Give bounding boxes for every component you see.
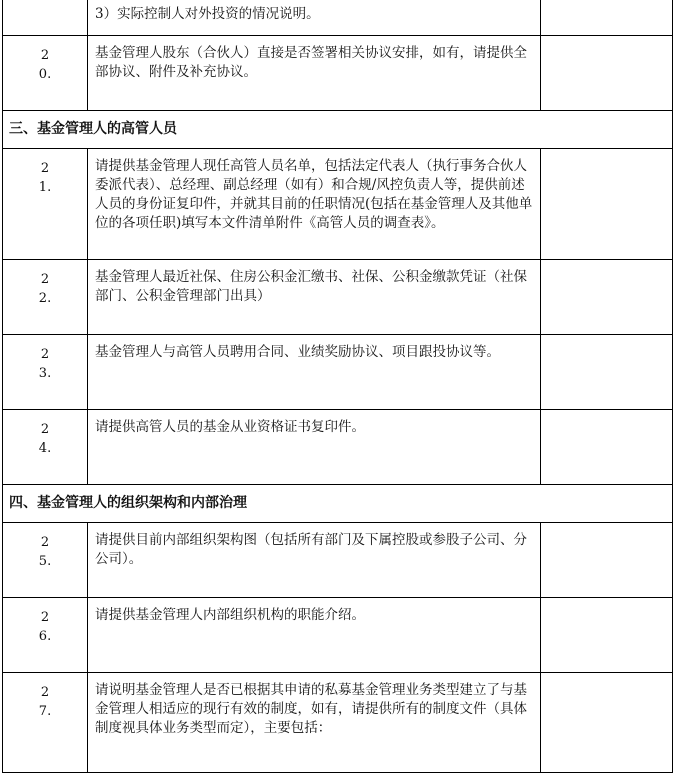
remark-cell	[541, 410, 673, 485]
item-number: 2 1.	[3, 149, 88, 260]
table-row	[3, 598, 673, 673]
item-text: 请提供高管人员的基金从业资格证书复印件。	[88, 410, 541, 485]
table-row	[3, 523, 673, 598]
section-heading-row	[3, 485, 673, 523]
remark-cell	[541, 523, 673, 598]
item-number: 2 7.	[3, 673, 88, 773]
table-row	[3, 0, 673, 36]
item-text: 基金管理人最近社保、住房公积金汇缴书、社保、公积金缴款凭证（社保部门、公积金管理部门出具）	[88, 260, 541, 335]
item-number: 2 0.	[3, 36, 88, 111]
item-text: 请说明基金管理人是否已根据其申请的私募基金管理业务类型建立了与基金管理人相适应的现行有效的制度，如有，请提供所有的制度文件（具体制度视具体业务类型而定），主要包括：	[88, 673, 541, 773]
remark-cell	[541, 0, 673, 36]
remark-cell	[541, 260, 673, 335]
remark-cell	[541, 36, 673, 111]
section-heading-row	[3, 111, 673, 149]
item-number: 2 3.	[3, 335, 88, 410]
checklist-table	[2, 0, 673, 773]
item-number: 2 2.	[3, 260, 88, 335]
remark-cell	[541, 673, 673, 773]
remark-cell	[541, 149, 673, 260]
item-text: 请提供基金管理人现任高管人员名单，包括法定代表人（执行事务合伙人委派代表）、总经理、副总经理（如有）和合规/风控负责人等，提供前述人员的身份证复印件，并就其目前的任职情况(包括在基金管理人及其他单位的各项任职)填写本文件清单附件《高管人员的调查表》。	[88, 149, 541, 260]
item-text: 基金管理人与高管人员聘用合同、业绩奖励协议、项目跟投协议等。	[88, 335, 541, 410]
item-number	[3, 0, 88, 36]
table-row	[3, 335, 673, 410]
table-row	[3, 410, 673, 485]
section-heading: 四、基金管理人的组织架构和内部治理	[3, 485, 673, 523]
section-heading: 三、基金管理人的高管人员	[3, 111, 673, 149]
table-row	[3, 149, 673, 260]
item-text: 基金管理人股东（合伙人）直接是否签署相关协议安排，如有，请提供全部协议、附件及补充协议。	[88, 36, 541, 111]
item-text: 请提供基金管理人内部组织机构的职能介绍。	[88, 598, 541, 673]
item-number: 2 6.	[3, 598, 88, 673]
item-text: 3）实际控制人对外投资的情况说明。	[88, 0, 541, 36]
item-number: 2 5.	[3, 523, 88, 598]
table-row	[3, 36, 673, 111]
item-number: 2 4.	[3, 410, 88, 485]
item-text: 请提供目前内部组织架构图（包括所有部门及下属控股或参股子公司、分公司）。	[88, 523, 541, 598]
table-row	[3, 260, 673, 335]
remark-cell	[541, 335, 673, 410]
table-row	[3, 673, 673, 773]
remark-cell	[541, 598, 673, 673]
